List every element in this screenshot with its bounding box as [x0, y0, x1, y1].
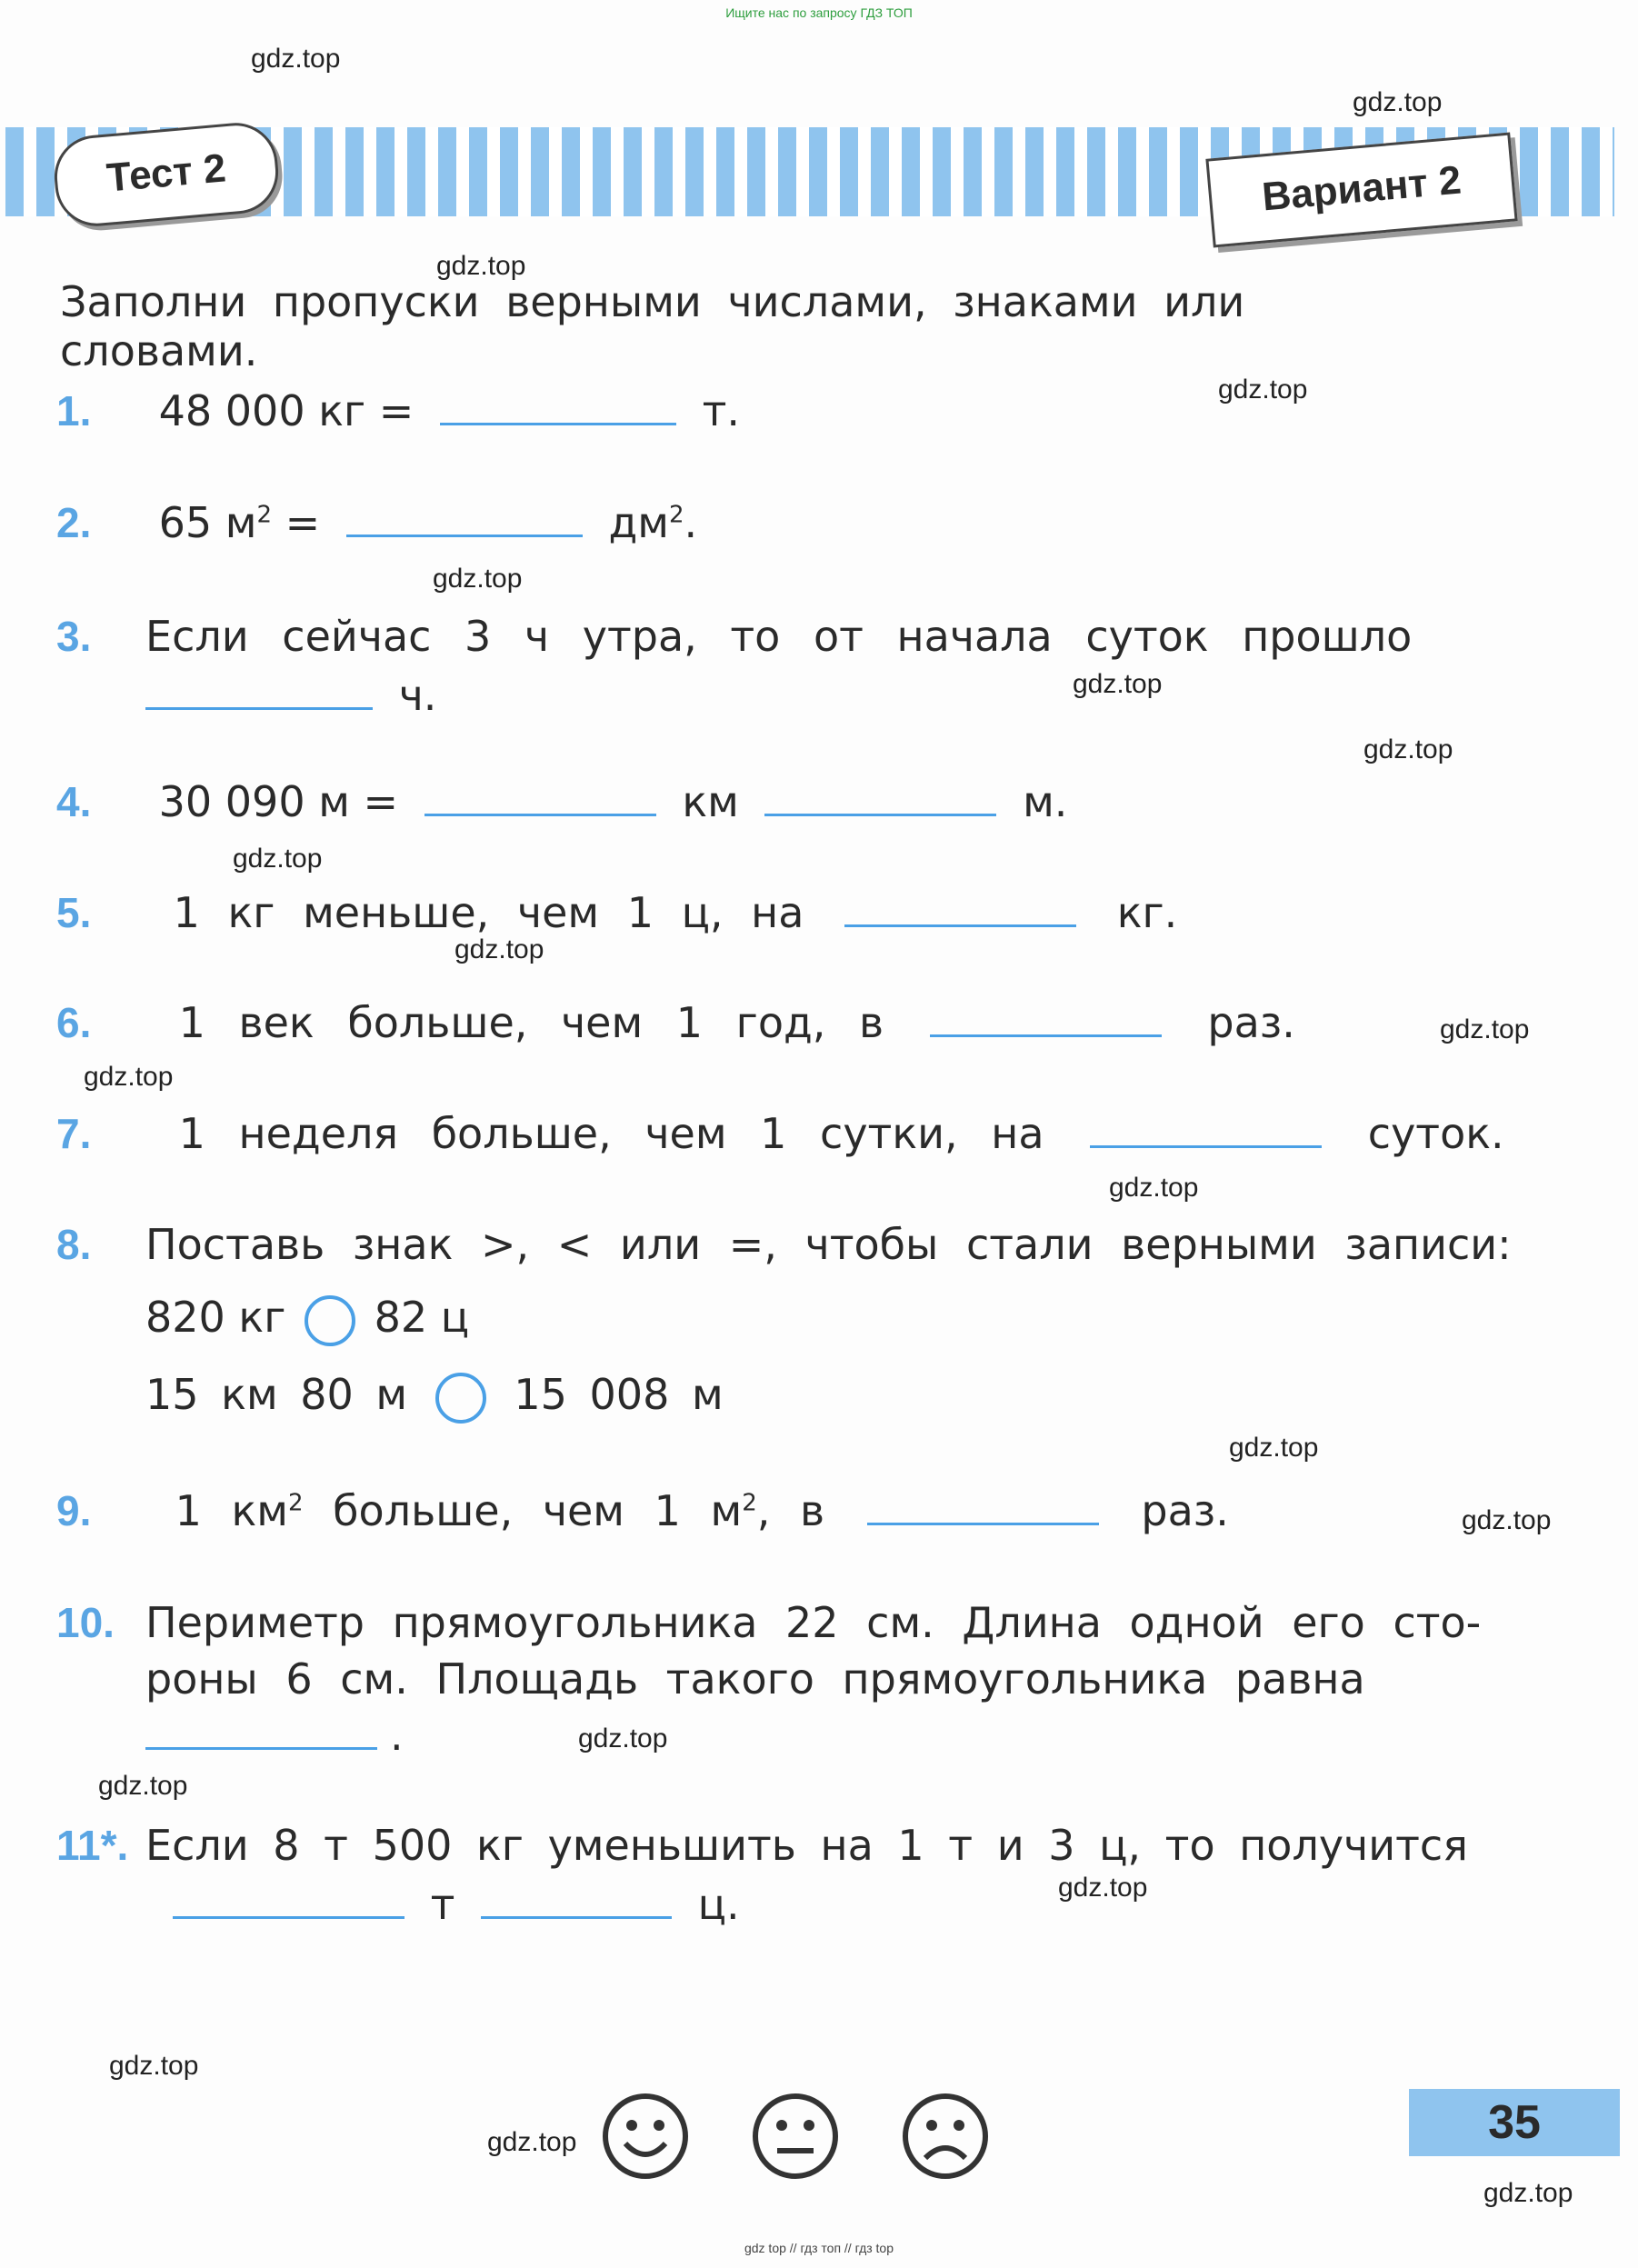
- task-6: [56, 998, 1295, 1047]
- answer-blank[interactable]: [930, 1007, 1162, 1037]
- watermark: gdz.top: [578, 1723, 668, 1753]
- watermark: gdz.top: [436, 251, 526, 281]
- task-text: 1 век больше, чем 1 год, в: [178, 998, 884, 1047]
- task-text: 1 неделя больше, чем 1 сутки, на: [178, 1109, 1044, 1158]
- task-text: , в: [756, 1486, 825, 1535]
- task-8: [56, 1220, 1512, 1269]
- answer-blank[interactable]: [346, 507, 583, 537]
- task-unit: ч.: [398, 671, 437, 720]
- superscript: 2: [256, 501, 273, 529]
- task-unit: т.: [702, 386, 740, 435]
- answer-blank[interactable]: [145, 1720, 377, 1750]
- superscript: 2: [668, 501, 684, 529]
- task-5: [56, 888, 1177, 937]
- watermark: gdz.top: [1363, 734, 1453, 764]
- task-text: 48 000 кг =: [158, 386, 414, 435]
- task-unit: раз.: [1207, 998, 1295, 1047]
- task-number: 8.: [56, 1221, 92, 1268]
- self-assessment-faces: [600, 2091, 1009, 2191]
- task-text: 1 кг меньше, чем 1 ц, на: [173, 888, 804, 937]
- watermark: gdz.top: [454, 934, 544, 964]
- task-unit: км: [682, 777, 739, 826]
- compare-left-value: 15 км 80 м: [145, 1370, 408, 1419]
- task-number: 1.: [56, 387, 92, 435]
- task-number: 6.: [56, 999, 92, 1046]
- task-9: [56, 1486, 1229, 1535]
- variant-label: Вариант 2: [1260, 157, 1463, 220]
- task-10: [56, 1598, 1529, 1647]
- watermark: gdz.top: [1109, 1173, 1199, 1203]
- compare-row-2: [145, 1370, 724, 1424]
- watermark: gdz.top: [1073, 669, 1163, 699]
- compare-right-value: 15 008 м: [514, 1370, 724, 1419]
- task-unit: т: [430, 1880, 455, 1929]
- task-text: роны 6 см. Площадь такого прямоугольника равна: [145, 1654, 1365, 1703]
- task-unit: ц.: [697, 1880, 740, 1929]
- watermark: gdz.top: [98, 1771, 188, 1801]
- watermark: gdz.top: [1218, 375, 1308, 405]
- answer-blank[interactable]: [173, 1889, 405, 1919]
- superscript: 2: [288, 1489, 304, 1517]
- task-unit: кг.: [1116, 888, 1178, 937]
- compare-left-value: 820 кг: [145, 1293, 286, 1342]
- answer-blank[interactable]: [1090, 1118, 1322, 1148]
- task-text: 30 090 м =: [158, 777, 399, 826]
- task-unit: м.: [1023, 777, 1068, 826]
- task-number: 11*.: [56, 1822, 129, 1869]
- compare-sign-circle[interactable]: [435, 1373, 486, 1424]
- task-number: 4.: [56, 778, 92, 825]
- task-text: .: [684, 498, 698, 547]
- watermark: gdz.top: [1229, 1433, 1319, 1463]
- watermark: gdz.top: [1353, 87, 1443, 117]
- watermark: gdz.top: [233, 844, 323, 874]
- task-number: 2.: [56, 499, 92, 546]
- task-unit: суток.: [1367, 1109, 1504, 1158]
- answer-blank[interactable]: [867, 1495, 1099, 1525]
- task-text: .: [390, 1711, 404, 1760]
- task-4: [56, 777, 1067, 826]
- watermark: gdz.top: [487, 2127, 577, 2157]
- task-text: 1 км: [175, 1486, 288, 1535]
- watermark: gdz.top: [251, 44, 341, 74]
- task-text: Периметр прямоугольника 22 см. Длина одной его сто-: [145, 1598, 1482, 1647]
- task-text: Поставь знак >, < или =, чтобы стали верными записи:: [145, 1220, 1512, 1269]
- answer-blank[interactable]: [145, 680, 373, 710]
- answer-blank[interactable]: [764, 786, 996, 816]
- instruction-text: Заполни пропуски верными числами, знаками или словами.: [60, 277, 1245, 375]
- task-unit: дм: [608, 498, 669, 547]
- task-text: Если сейчас 3 ч утра, то от начала суток прошло: [145, 612, 1413, 661]
- task-text: 65 м: [158, 498, 257, 547]
- superscript: 2: [742, 1489, 757, 1517]
- task-text: больше, чем 1 м: [303, 1486, 743, 1535]
- task-7: [56, 1109, 1504, 1158]
- smile-face-icon[interactable]: [600, 2091, 691, 2182]
- top-search-note: Ищите нас по запросу ГДЗ ТОП: [725, 5, 913, 20]
- sad-face-icon[interactable]: [900, 2091, 991, 2182]
- page-number: 35: [1488, 2096, 1541, 2149]
- task-text: Если 8 т 500 кг уменьшить на 1 т и 3 ц, то получится: [145, 1821, 1468, 1870]
- compare-sign-circle[interactable]: [305, 1295, 355, 1346]
- task-2: [56, 498, 697, 547]
- task-unit: раз.: [1141, 1486, 1229, 1535]
- test-label: Тест 2: [105, 145, 228, 201]
- watermark: gdz.top: [1462, 1505, 1552, 1535]
- watermark: gdz.top: [109, 2051, 199, 2081]
- task-10-answer: [145, 1711, 404, 1760]
- task-number: 5.: [56, 889, 92, 936]
- compare-right-value: 82 ц: [374, 1293, 470, 1342]
- task-11: [56, 1821, 1468, 1870]
- answer-blank[interactable]: [844, 897, 1076, 927]
- watermark: gdz.top: [1440, 1014, 1530, 1044]
- task-text: =: [272, 498, 321, 547]
- task-1: [56, 386, 740, 435]
- bottom-note: gdz top // гдз топ // гдз top: [744, 2241, 894, 2255]
- answer-blank[interactable]: [440, 395, 676, 425]
- watermark: gdz.top: [84, 1062, 174, 1092]
- task-number: 7.: [56, 1110, 92, 1157]
- task-3: [56, 612, 1529, 661]
- task-10-line-2: [145, 1654, 1365, 1703]
- watermark: gdz.top: [1483, 2178, 1573, 2208]
- watermark: gdz.top: [433, 564, 523, 594]
- task-number: 9.: [56, 1487, 92, 1534]
- compare-row-1: [145, 1293, 469, 1346]
- answer-blank[interactable]: [481, 1889, 672, 1919]
- watermark: gdz.top: [1058, 1873, 1148, 1903]
- task-number: 3.: [56, 613, 92, 660]
- answer-blank[interactable]: [424, 786, 656, 816]
- page-number-box: [1409, 2089, 1620, 2156]
- task-3-continued: [145, 671, 436, 720]
- neutral-face-icon[interactable]: [750, 2091, 841, 2182]
- task-number: 10.: [56, 1599, 115, 1646]
- task-11-answer: [173, 1880, 740, 1929]
